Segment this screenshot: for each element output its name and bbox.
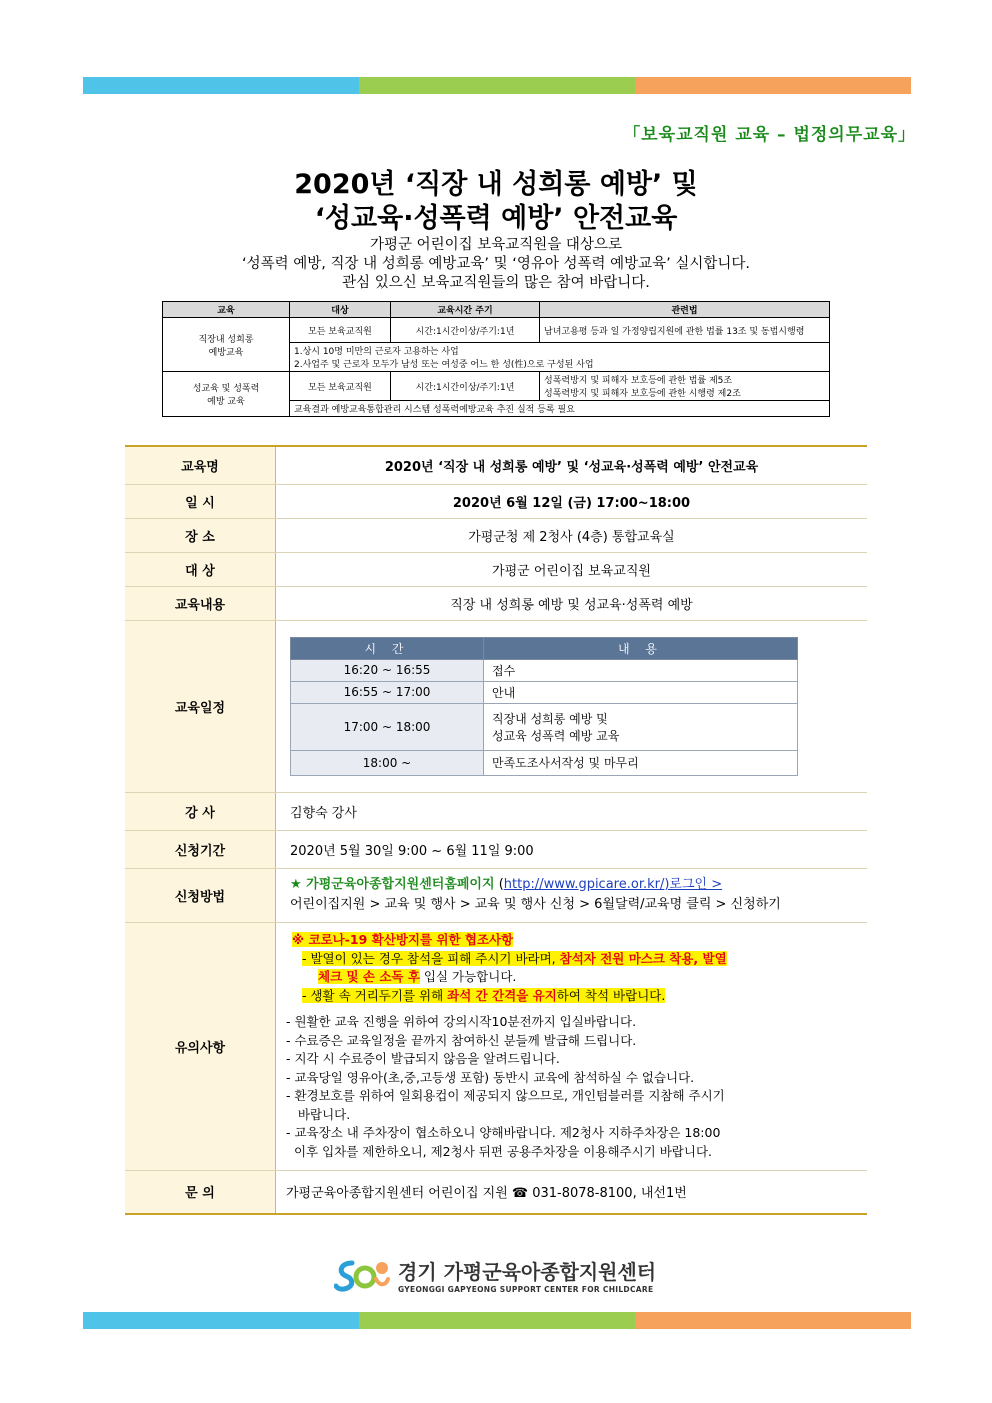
center-name: 경기 가평군육아종합지원센터	[398, 1260, 657, 1284]
law-row-law: 남녀고용평 등과 일 가정양립지원에 관한 법률 13조 및 동법시행령	[540, 318, 830, 343]
schedule-row	[291, 681, 798, 703]
row-target	[125, 552, 867, 586]
notice-item: 이후 입차를 제한하오니, 제2청사 뒤편 공용주차장을 이용해주시기 바랍니다.	[286, 1143, 712, 1159]
law-line: 성폭력방지 및 피해자 보호등에 관한 법률 제5조	[544, 376, 733, 386]
law-row-exceptions	[290, 343, 830, 372]
intro-line: ‘성폭력 예방, 직장 내 성희롱 예방교육’ 및 ‘영유아 성폭력 예방교육’ 실시합니다.	[242, 256, 750, 272]
law-row	[163, 318, 830, 343]
category-tag: 「보육교직원 교육 – 법정의무교육」	[623, 125, 916, 145]
homepage-link[interactable]: http://www.gpicare.or.kr/	[503, 877, 665, 892]
row-period	[125, 830, 867, 868]
schedule-table	[290, 637, 798, 776]
label-datetime: 일 시	[125, 484, 276, 518]
schedule-header-time: 시 간	[291, 637, 484, 659]
row-schedule	[125, 620, 867, 792]
schedule-header-content: 내 용	[484, 637, 798, 659]
notice-item: - 교육당일 영유아(초,중,고등생 포함) 동반시 교육에 참석하실 수 없습니다.	[286, 1069, 695, 1085]
bottom-color-bar	[83, 1312, 911, 1329]
value-lecturer: 김향숙 강사	[276, 792, 868, 830]
law-table	[162, 301, 830, 417]
row-edu-name	[125, 446, 867, 484]
label-method: 신청방법	[125, 868, 276, 922]
page-title-line2: ‘성교육·성폭력 예방’ 안전교육	[314, 203, 678, 234]
law-header-law: 관련법	[540, 302, 830, 318]
value-schedule	[276, 620, 868, 792]
covid-text: 하여 착석 바랍니다.	[556, 987, 666, 1003]
center-logo	[334, 1255, 656, 1295]
schedule-content	[484, 703, 798, 750]
schedule-content: 안내	[484, 681, 798, 703]
covid-line2	[286, 987, 857, 1006]
schedule-row	[291, 703, 798, 750]
row-lecturer	[125, 792, 867, 830]
notice-item: - 교육장소 내 주차장이 협소하오니 양해바랍니다. 제2청사 지하주차장은 18:00	[286, 1125, 721, 1140]
schedule-time: 17:00 ~ 18:00	[291, 703, 484, 750]
schedule-time: 18:00 ~	[291, 750, 484, 775]
law-table-header	[163, 302, 830, 318]
row-contact	[125, 1170, 867, 1214]
intro-line: 가평군 어린이집 보육교직원을 대상으로	[370, 237, 622, 253]
covid-text: - 발열이 있는 경우 참석을 피해 주시기 바라며,	[302, 950, 560, 966]
label-notice: 유의사항	[125, 922, 276, 1170]
label-period: 신청기간	[125, 830, 276, 868]
center-logo-text	[398, 1256, 656, 1294]
value-target: 가평군 어린이집 보육교직원	[276, 552, 868, 586]
intro-line: 관심 있으신 보육교직원들의 많은 참여 바랍니다.	[342, 275, 650, 291]
value-edu-name: 2020년 ‘직장 내 성희롱 예방’ 및 ‘성교육·성폭력 예방’ 안전교육	[276, 446, 868, 484]
covid-line1-cont	[286, 968, 857, 987]
info-table	[125, 445, 867, 1215]
homepage-label: ★ 가평군육아종합지원센터홈페이지	[290, 877, 495, 892]
value-period: 2020년 5월 30일 9:00 ~ 6월 11일 9:00	[276, 830, 868, 868]
label-place: 장 소	[125, 518, 276, 552]
notice-item: - 원활한 교육 진행을 위하여 강의시작10분전까지 입실바랍니다.	[286, 1014, 637, 1029]
value-place: 가평군청 제 2청사 (4층) 통합교육실	[276, 518, 868, 552]
schedule-content: 만족도조사서작성 및 마무리	[484, 750, 798, 775]
value-method	[276, 868, 868, 922]
label-contact: 문 의	[125, 1170, 276, 1214]
center-logo-icon	[334, 1255, 392, 1295]
label-content: 교육내용	[125, 586, 276, 620]
covid-line1	[286, 950, 857, 969]
law-row-name: 직장내 성희롱 예방교육	[163, 318, 290, 372]
page-title-line1: 2020년 ‘직장 내 성희롱 예방’ 및	[294, 169, 698, 200]
law-header-target: 대상	[290, 302, 391, 318]
url-open-paren: (	[498, 877, 504, 892]
notice-item: - 수료증은 교육일정을 끝까지 참여하신 분들께 발급해 드립니다.	[286, 1032, 637, 1048]
covid-emphasis: 좌석 간 간격을 유지	[447, 987, 557, 1003]
label-edu-name: 교육명	[125, 446, 276, 484]
law-line: 성폭력방지 및 피해자 보호등에 관한 시행령 제2조	[544, 389, 741, 399]
schedule-content: 접수	[484, 659, 798, 681]
schedule-time: 16:20 ~ 16:55	[291, 659, 484, 681]
method-line2: 어린이집지원 > 교육 및 행사 > 교육 및 행사 신청 > 6월달력/교육명 클릭 > 신청하기	[290, 897, 781, 912]
notice-item: - 지각 시 수료증이 발급되지 않음을 알려드립니다.	[286, 1051, 560, 1066]
schedule-time: 16:55 ~ 17:00	[291, 681, 484, 703]
label-lecturer: 강 사	[125, 792, 276, 830]
law-row-time: 시간:1시간이상/주기:1년	[391, 318, 540, 343]
value-content: 직장 내 성희롱 예방 및 성교육·성폭력 예방	[276, 586, 868, 620]
top-color-bar	[83, 77, 911, 94]
law-note-line: 2.사업주 및 근로자 모두가 남성 또는 여성중 어느 한 성(性)으로 구성된 사업	[294, 360, 594, 370]
law-row-target: 모든 보육교직원	[290, 318, 391, 343]
covid-emphasis: 체크 및 손 소독 후	[318, 969, 420, 984]
center-name-en: GYEONGGI GAPYEONG SUPPORT CENTER FOR CHILDCARE	[398, 1285, 654, 1294]
law-header-edu: 교육	[163, 302, 290, 318]
covid-title	[286, 931, 857, 950]
login-link[interactable]: )로그인 >	[664, 877, 723, 892]
law-note-line: 1.상시 10명 미만의 근로자 고용하는 사업	[294, 347, 459, 357]
schedule-row	[291, 750, 798, 775]
row-content	[125, 586, 867, 620]
notice-item: 바랍니다.	[286, 1106, 351, 1122]
value-datetime: 2020년 6월 12일 (금) 17:00~18:00	[276, 484, 868, 518]
row-notice	[125, 922, 867, 1170]
law-row	[163, 372, 830, 401]
schedule-content-line: 성교육 성폭력 예방 교육	[492, 728, 620, 743]
row-place	[125, 518, 867, 552]
law-header-time: 교육시간 주기	[391, 302, 540, 318]
law-row-name: 성교육 및 성폭력 예방 교육	[163, 372, 290, 417]
method-line1	[290, 875, 853, 895]
value-notice	[276, 922, 868, 1170]
covid-text: - 생활 속 거리두기를 위해	[302, 987, 448, 1003]
law-row-note-cell: 교육결과 예방교육통합관리 시스템 성폭력예방교육 추진 실적 등록 필요	[290, 401, 830, 417]
notice-item: - 환경보호를 위하여 일회용컵이 제공되지 않으므로, 개인텀블러를 지참해 주시기	[286, 1088, 725, 1103]
schedule-row	[291, 659, 798, 681]
schedule-header	[291, 637, 798, 659]
label-target: 대 상	[125, 552, 276, 586]
law-row-target: 모든 보육교직원	[290, 372, 391, 401]
law-row-time: 시간:1시간이상/주기:1년	[391, 372, 540, 401]
covid-emphasis: 참석자 전원 마스크 착용, 발열	[559, 950, 727, 966]
schedule-content-line: 직장내 성희롱 예방 및	[492, 711, 608, 726]
covid-title-text: ※ 코로나-19 확산방지를 위한 협조사항	[292, 932, 514, 947]
covid-text: 입실 가능합니다.	[419, 969, 517, 984]
intro-text	[0, 236, 992, 293]
label-schedule: 교육일정	[125, 620, 276, 792]
law-row-law	[540, 372, 830, 401]
row-method	[125, 868, 867, 922]
value-contact: 가평군육아종합지원센터 어린이집 지원 ☎ 031-8078-8100, 내선1번	[276, 1170, 868, 1214]
row-datetime	[125, 484, 867, 518]
